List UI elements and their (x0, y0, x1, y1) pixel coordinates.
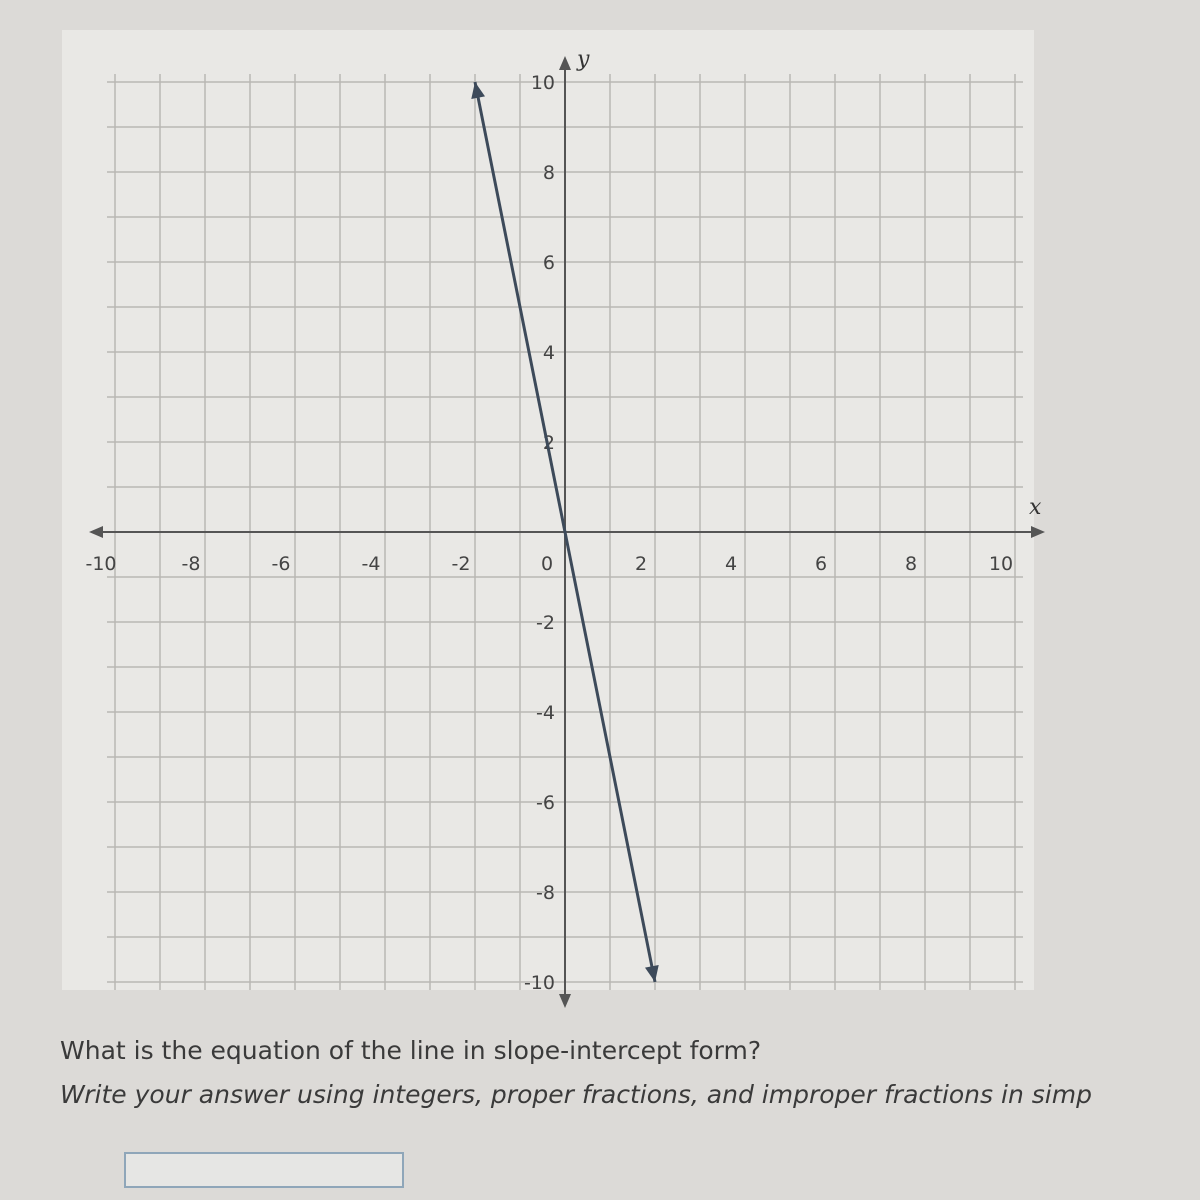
x-tick-label: -10 (85, 553, 117, 575)
y-tick-label: -10 (523, 972, 555, 994)
answer-instruction: Write your answer using integers, proper fractions, and improper fractions in simp (60, 1080, 1092, 1109)
y-axis-down-arrow (559, 994, 571, 1008)
x-tick-label: -8 (181, 553, 201, 575)
x-tick-label: 10 (988, 553, 1014, 575)
y-tick-label: 2 (542, 432, 555, 454)
x-tick-label: 2 (634, 553, 648, 575)
y-tick-label: 4 (542, 342, 555, 364)
answer-input[interactable] (124, 1152, 404, 1188)
x-tick-label: -2 (451, 553, 471, 575)
y-tick-label: -8 (536, 882, 555, 904)
x-tick-label: -6 (271, 553, 291, 575)
x-tick-label: 0 (540, 553, 554, 575)
question-prompt: What is the equation of the line in slope-intercept form? (60, 1036, 762, 1065)
y-tick-label: -2 (536, 612, 555, 634)
y-tick-label: -4 (536, 702, 555, 724)
y-tick-label: 10 (530, 72, 555, 94)
x-tick-label: 8 (904, 553, 918, 575)
x-axis-label: x (1029, 495, 1042, 520)
y-axis-label: y (577, 47, 590, 72)
y-tick-label: 8 (542, 162, 555, 184)
y-tick-label: 6 (542, 252, 555, 274)
x-tick-label: 4 (724, 553, 738, 575)
x-tick-label: 6 (814, 553, 828, 575)
x-axis-right-arrow (1031, 526, 1045, 538)
x-tick-label: -4 (361, 553, 381, 575)
y-tick-label: -6 (536, 792, 555, 814)
